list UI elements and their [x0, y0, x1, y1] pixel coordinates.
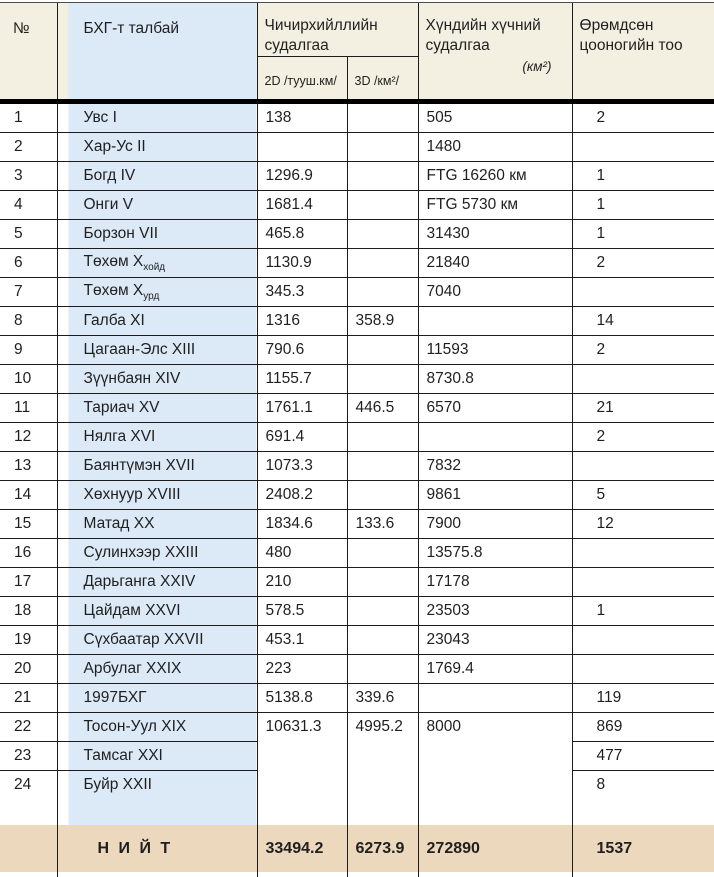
total-3d: 6273.9 [347, 825, 418, 872]
cell-3d [347, 423, 418, 452]
cell-no-empty [0, 799, 57, 825]
cell-wells: 1 [572, 220, 714, 249]
cell-wells: 477 [572, 742, 714, 771]
total-no-empty [0, 825, 57, 872]
cell-gravity [418, 684, 572, 713]
col-header-area: БХГ-т талбай [57, 3, 257, 102]
cell-2d: 1155.7 [257, 365, 347, 394]
cell-area: Цагаан-Элс XIII [57, 336, 257, 365]
cell-no: 3 [0, 162, 57, 191]
cell-no: 7 [0, 278, 57, 307]
cell-gravity: 1769.4 [418, 655, 572, 684]
cell-wells [572, 278, 714, 307]
cell-2d: 453.1 [257, 626, 347, 655]
col-header-no: № [0, 3, 57, 102]
cell-3d [347, 481, 418, 510]
table-row [0, 336, 714, 365]
cell-2d: 345.3 [257, 278, 347, 307]
cell-no: 5 [0, 220, 57, 249]
total-label: Н И Й Т [57, 825, 257, 872]
cell-3d [347, 539, 418, 568]
cell-3d: 358.9 [347, 307, 418, 336]
cell-gravity: 7900 [418, 510, 572, 539]
table-row [0, 278, 714, 307]
cell-area: Буйр XXII [57, 771, 257, 800]
cell-3d [347, 249, 418, 278]
cell-wells: 2 [572, 336, 714, 365]
cell-3d [347, 597, 418, 626]
table-row [0, 162, 714, 191]
cell-gravity: 9861 [418, 481, 572, 510]
gravity-unit: (км²) [522, 59, 552, 75]
cell-wells [572, 452, 714, 481]
cell-wells: 2 [572, 423, 714, 452]
cell-no: 4 [0, 191, 57, 220]
cell-area: Төхөм $Х_{урд}$ [57, 278, 257, 307]
cell-no: 13 [0, 452, 57, 481]
cell-2d: 790.6 [257, 336, 347, 365]
cell-wells-empty [572, 799, 714, 825]
cell-3d [347, 278, 418, 307]
cell-area: Дарьганга XXIV [57, 568, 257, 597]
table-body [0, 102, 714, 877]
table-row [0, 394, 714, 423]
cell-no: 23 [0, 742, 57, 771]
cell-gravity: FTG 5730 км [418, 191, 572, 220]
cell-no: 16 [0, 539, 57, 568]
cell-3d [347, 568, 418, 597]
table-row [0, 365, 714, 394]
cell-area: Галба XI [57, 307, 257, 336]
stub-cell [572, 872, 714, 877]
table-row [0, 626, 714, 655]
cell-wells [572, 133, 714, 162]
stub-cell [418, 872, 572, 877]
cell-gravity: 505 [418, 102, 572, 133]
cell-2d: 1761.1 [257, 394, 347, 423]
cell-area-empty [57, 799, 257, 825]
cell-wells [572, 365, 714, 394]
cell-area: Цайдам XXVI [57, 597, 257, 626]
cell-gravity: 31430 [418, 220, 572, 249]
table-row [0, 510, 714, 539]
cell-2d: 2408.2 [257, 481, 347, 510]
cell-3d [347, 102, 418, 133]
table-row [0, 102, 714, 133]
table-row [0, 481, 714, 510]
stub-cell [0, 872, 57, 877]
cell-wells: 2 [572, 249, 714, 278]
col-header-3d: 3D /км²/ [347, 57, 418, 102]
table-row [0, 568, 714, 597]
cell-no: 8 [0, 307, 57, 336]
cell-area: Арбулаг XXIX [57, 655, 257, 684]
cell-wells: 12 [572, 510, 714, 539]
cell-3d: 446.5 [347, 394, 418, 423]
cell-2d: 691.4 [257, 423, 347, 452]
cell-gravity: FTG 16260 км [418, 162, 572, 191]
cell-area: Хар-Ус II [57, 133, 257, 162]
cell-gravity: 7040 [418, 278, 572, 307]
cell-wells: 8 [572, 771, 714, 800]
total-row [0, 825, 714, 872]
cell-area: Сулинхээр XXIII [57, 539, 257, 568]
cell-gravity [418, 307, 572, 336]
table-row [0, 684, 714, 713]
cell-no: 10 [0, 365, 57, 394]
stub-cell [347, 872, 418, 877]
cell-no: 6 [0, 249, 57, 278]
cell-2d: 480 [257, 539, 347, 568]
cell-3d [347, 220, 418, 249]
table-row [0, 220, 714, 249]
cell-no: 20 [0, 655, 57, 684]
cell-wells: 5 [572, 481, 714, 510]
col-header-wells: Өрөмдсөн цооногийн тоо [572, 3, 714, 102]
border-stub-row [0, 872, 714, 877]
header-row-main [0, 3, 714, 57]
cell-2d: 1296.9 [257, 162, 347, 191]
area-subscript: урд [143, 291, 160, 303]
cell-2d: 1073.3 [257, 452, 347, 481]
area-subscript: хойд [143, 262, 166, 274]
col-header-2d: 2D /тууш.км/ [257, 57, 347, 102]
cell-3d [347, 655, 418, 684]
table-row [0, 249, 714, 278]
cell-wells: 1 [572, 162, 714, 191]
table-row [0, 655, 714, 684]
cell-no: 15 [0, 510, 57, 539]
cell-gravity: 23503 [418, 597, 572, 626]
cell-2d: 5138.8 [257, 684, 347, 713]
table-row [0, 539, 714, 568]
cell-area: Нялга XVI [57, 423, 257, 452]
cell-area: Увс I [57, 102, 257, 133]
total-gravity: 272890 [418, 825, 572, 872]
cell-area: Тамсаг XXI [57, 742, 257, 771]
cell-wells [572, 626, 714, 655]
cell-area: Сүхбаатар XXVII [57, 626, 257, 655]
cell-area: Тариач XV [57, 394, 257, 423]
cell-area: Богд IV [57, 162, 257, 191]
cell-3d [347, 336, 418, 365]
cell-gravity: 13575.8 [418, 539, 572, 568]
cell-2d: 210 [257, 568, 347, 597]
cell-wells: 14 [572, 307, 714, 336]
table-row [0, 191, 714, 220]
cell-gravity: 8730.8 [418, 365, 572, 394]
col-header-seismic: Чичирхийллийн судалгаа [257, 3, 418, 57]
stub-cell [57, 872, 257, 877]
cell-no: 17 [0, 568, 57, 597]
cell-3d [347, 452, 418, 481]
cell-3d: 133.6 [347, 510, 418, 539]
cell-no: 14 [0, 481, 57, 510]
cell-gravity: 1480 [418, 133, 572, 162]
cell-wells: 119 [572, 684, 714, 713]
table-row [0, 423, 714, 452]
table-row [0, 597, 714, 626]
cell-gravity: 6570 [418, 394, 572, 423]
cell-wells: 2 [572, 102, 714, 133]
cell-2d [257, 133, 347, 162]
cell-wells: 869 [572, 713, 714, 742]
cell-gravity: 17178 [418, 568, 572, 597]
cell-2d: 223 [257, 655, 347, 684]
cell-3d: 339.6 [347, 684, 418, 713]
cell-gravity: 21840 [418, 249, 572, 278]
total-wells: 1537 [572, 825, 714, 872]
table-row [0, 307, 714, 336]
table-header [0, 3, 714, 102]
cell-gravity [418, 423, 572, 452]
cell-no: 2 [0, 133, 57, 162]
cell-2d: 138 [257, 102, 347, 133]
cell-no: 19 [0, 626, 57, 655]
cell-wells [572, 568, 714, 597]
cell-2d: 1834.6 [257, 510, 347, 539]
cell-wells: 1 [572, 597, 714, 626]
cell-3d [347, 133, 418, 162]
cell-wells: 1 [572, 191, 714, 220]
cell-area: Матад XX [57, 510, 257, 539]
cell-no: 21 [0, 684, 57, 713]
cell-wells [572, 655, 714, 684]
cell-gravity-merged: 8000 [418, 713, 572, 826]
cell-area: Зүүнбаян XIV [57, 365, 257, 394]
gravity-title: Хүндийн хүчний судалгаа [425, 17, 541, 55]
stub-cell [257, 872, 347, 877]
cell-no: 22 [0, 713, 57, 742]
cell-gravity: 23043 [418, 626, 572, 655]
cell-area: 1997БХГ [57, 684, 257, 713]
cell-wells [572, 539, 714, 568]
col-header-gravity [418, 3, 572, 102]
cell-area: Онги V [57, 191, 257, 220]
cell-area: Борзон VII [57, 220, 257, 249]
cell-area: Хөхнуур XVIII [57, 481, 257, 510]
cell-3d [347, 191, 418, 220]
cell-2d: 1316 [257, 307, 347, 336]
cell-wells: 21 [572, 394, 714, 423]
cell-no: 18 [0, 597, 57, 626]
cell-2d: 1681.4 [257, 191, 347, 220]
cell-area: Баянтүмэн XVII [57, 452, 257, 481]
cell-area: Тосон-Уул XIX [57, 713, 257, 742]
cell-no: 11 [0, 394, 57, 423]
cell-3d [347, 626, 418, 655]
cell-2d: 578.5 [257, 597, 347, 626]
cell-no: 9 [0, 336, 57, 365]
cell-gravity: 7832 [418, 452, 572, 481]
table-row [0, 713, 714, 742]
cell-no: 12 [0, 423, 57, 452]
cell-2d: 1130.9 [257, 249, 347, 278]
cell-3d-merged: 4995.2 [347, 713, 418, 826]
cell-no: 24 [0, 771, 57, 800]
cell-3d [347, 162, 418, 191]
cell-no: 1 [0, 102, 57, 133]
table-row [0, 133, 714, 162]
table-row [0, 452, 714, 481]
cell-area: Төхөм $Х_{хойд}$ [57, 249, 257, 278]
cell-2d: 465.8 [257, 220, 347, 249]
total-2d: 33494.2 [257, 825, 347, 872]
survey-table [0, 2, 714, 877]
cell-3d [347, 365, 418, 394]
cell-gravity: 11593 [418, 336, 572, 365]
cell-2d-merged: 10631.3 [257, 713, 347, 826]
